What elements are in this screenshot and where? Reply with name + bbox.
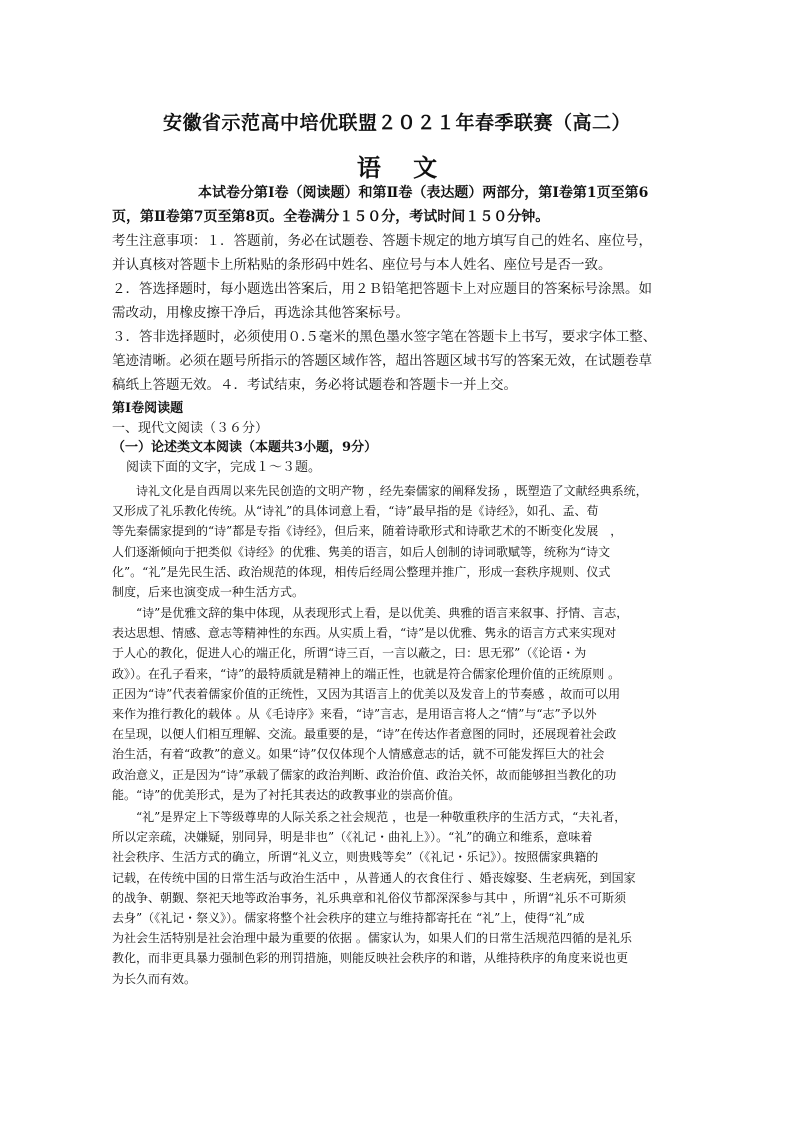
exam-notice: 考生注意事项：１．答题前，务必在试题卷、答题卡规定的地方填写自己的姓名、座位号， 并认真核对答题卡上所粘贴的条形码中姓名、座位号与本人姓名、座位号是否一致。 ２．答选择题时，每小题选出答案后，用２Ｂ铅笔把答题卡上对应题目的答案标号涂黑。如 需改动，用橡皮擦干净后，再选涂其他答案标号。 ３．答非选择题时，必须使用０.５毫米的黑色墨水签字笔在答题卡上书写，要求字体工整、 笔迹清晰。必须在题号所指示的答题区域作答，超出答题区域书写的答案无效，在试题卷草 稿纸上答题无效。４．考试结束，务必将试题卷和答题卡一并上交。 <box>112 233 657 393</box>
volume-heading: 第Ⅰ卷阅读题 <box>112 401 184 416</box>
subpart-heading: （一）论述类文本阅读（本题共3小题，9分） <box>112 440 378 455</box>
subject-title: 语 文 <box>356 153 450 182</box>
part-heading: 一、现代文阅读（３６分） <box>112 421 269 436</box>
exam-intro: 本试卷分第Ⅰ卷（阅读题）和第Ⅱ卷（表达题）两部分，第Ⅰ卷第1页至第6 页，第Ⅱ卷第7页至第8页。全卷满分１５０分，考试时间１５０分钟。 <box>112 185 649 225</box>
passage-paragraph-2: “诗”是优雅文辞的集中体现，从表现形式上看，是以优美、典雅的语言来叙事、抒情、言志， 表达思想、情感、意志等精神性的东西。从实质上看，“诗”是以优雅、隽永的语言方式来实现对 于人心的教化，促进人心的端正化，所谓“诗三百，一言以蔽之，曰：思无邪”（《论语・为 政》）。在孔子看来，“诗”的最特质就是精神上的端正性，也就是符合儒家伦理价值的正统原则 。 正因为“诗”代表着儒家价值的正统性，又因为其语言上的优美以及发音上的节奏感 ，故而可以用 来作为推行教化的载体 。从《毛诗序》来看，“诗”言志，是用语言将人之“情”与“志”予以外 在呈现，以便人们相互理解、交流。最重要的是，“诗”在传达作者意图的同时，还展现着社会政 治生活，有着“政教”的意义。如果“诗”仅仅体现个人情感意志的话，就不可能发挥巨大的社会 政治意义，正是因为“诗”承载了儒家的政治判断、政治价值、政治关怀，故而能够担当教化的功 能。“诗”的优美形式，是为了衬托其表达的政教事业的崇高价值。 <box>112 606 629 802</box>
passage-paragraph-3: “礼”是界定上下等级尊卑的人际关系之社会规范 ，也是一种敬重秩序的生活方式，“夫礼者， 所以定亲疏，决嫌疑，别同异，明是非也”（《礼记・曲礼上》）。“礼”的确立和维系，意味着 社会秩序、生活方式的确立，所谓“礼义立，则贵贱等矣”（《礼记・乐记》）。按照儒家典籍的 记载，在传统中国的日常生活与政治生活中 ，从普通人的衣食住行 、婚丧嫁娶、生老病死，到国家 的战争、朝觐、祭祀天地等政治事务，礼乐典章和礼俗仪节都深深参与其中 ，所谓“礼乐不可斯须 去身”（《礼记・祭义》）。儒家将整个社会秩序的建立与维持都寄托在 “礼”上，使得“礼”成 为社会生活特别是社会治理中最为重要的依据 。儒家认为，如果人们的日常生活规范四循的是礼乐 教化，而非更具暴力强制色彩的刑罚措施，则能反映社会秩序的和谐，从维持秩序的角度来说也更 为长久而有效。 <box>112 810 636 986</box>
exam-title: 安徽省示范高中培优联盟２０２１年春季联赛（高二） <box>162 112 631 134</box>
reading-instruction: 阅读下面的文字，完成１～３题。 <box>126 460 322 475</box>
passage-paragraph-1: 诗礼文化是自西周以来先民创造的文明产物 ，经先秦儒家的阐释发扬 ，既塑造了文献经典系统， 又形成了礼乐教化传统。从“诗礼”的具体词意上看，“诗”最早指的是《诗经》，如孔、孟、荀 等先秦儒家提到的“诗”都是专指《诗经》，但后来，随着诗歌形式和诗歌艺术的不断变化发展 ， 人们逐渐倾向于把类似《诗经》的优雅、隽美的语言，如后人创制的诗词歌赋等，统称为“诗文 化”。“礼”是先民生活、政治规范的体现，相传后经周公整理并推广，形成一套秩序规则、仪式 制度，后来也演变成一种生活方式。 <box>112 484 648 600</box>
